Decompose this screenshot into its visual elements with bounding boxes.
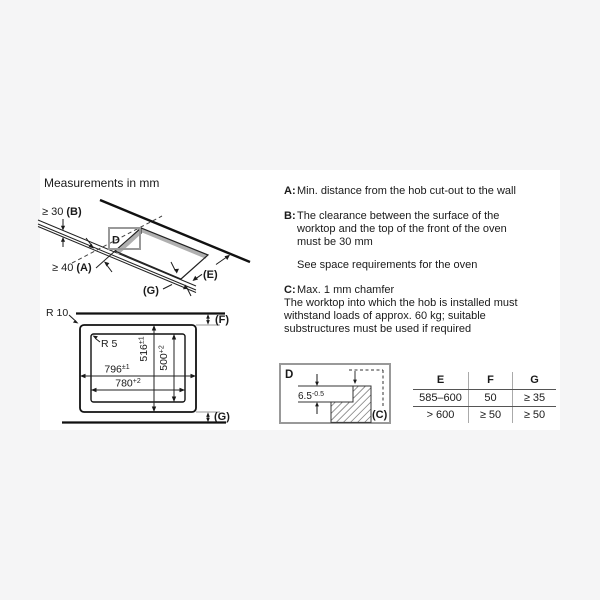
- dim-g: [196, 411, 230, 423]
- svg-text:500+2: $500^{+2}$: [158, 345, 170, 371]
- radius-outer-leader: [69, 315, 75, 321]
- note-see-oven: See space requirements for the oven: [297, 259, 478, 271]
- detail-d-label: D: [285, 369, 294, 381]
- iso-e-label: (E): [203, 269, 218, 281]
- dim-b-arrows: [61, 219, 65, 247]
- dim-a-label: ≥ 40 (A): [52, 262, 92, 274]
- note-a-key: A:: [284, 185, 296, 197]
- col-header-e: E: [436, 374, 445, 386]
- wall-line: [100, 200, 250, 262]
- dim-f: [196, 314, 229, 326]
- page-title: Measurements in mm: [44, 176, 160, 190]
- iso-g-label: (G): [143, 285, 159, 297]
- table-header-row: [413, 372, 556, 390]
- note-b-text: The clearance between the surface of the worktop and the top of the front of the oven must be 30 mm: [297, 210, 507, 248]
- radius-outer-arrowhead: [73, 320, 79, 324]
- table-row: > 600 ≥ 50 ≥ 50: [413, 407, 556, 423]
- dim-inner-height: [158, 334, 176, 402]
- depth-dim-label: $6.5^{-0.5}$: [298, 391, 324, 402]
- plan-g-label: (G): [214, 411, 230, 423]
- dim-b-label: ≥ 30 (B): [42, 206, 82, 218]
- isometric-installation-diagram: [36, 192, 266, 314]
- note-b-key: B:: [284, 210, 296, 222]
- detail-d-cross-section: [277, 361, 395, 427]
- cutout-edge-extension: [96, 251, 115, 268]
- iso-g-arrows: [163, 262, 191, 296]
- cutout-plan-diagram: [40, 300, 240, 432]
- note-c: C:Max. 1 mm chamfer The worktop into which the hob is installed must withstand loads of approx. 60 kg; suitable substructures must be used if required: [284, 284, 518, 335]
- cutout-depth-band: [117, 230, 207, 257]
- note-c-text: Max. 1 mm chamfer: [297, 284, 395, 296]
- radius-inner-arrowhead: [93, 336, 98, 340]
- col-header-f: F: [468, 372, 512, 389]
- note-b: [284, 210, 562, 249]
- dim-outer-height: [138, 325, 156, 412]
- svg-text:780+2: $780^{+2}$: [115, 377, 141, 390]
- notes-legend: [284, 185, 562, 336]
- plan-radius-inner-label: R 5: [101, 338, 118, 350]
- detail-c-label: (C): [372, 409, 388, 421]
- note-a: [284, 185, 562, 198]
- efg-dimension-table: [413, 372, 556, 423]
- svg-text:796±1: $796^{\pm 1}$: [104, 363, 130, 376]
- col-header-g: G: [512, 372, 556, 389]
- svg-text:516±1: $516^{\pm 1}$: [138, 336, 150, 362]
- note-a-text: Min. distance from the hob cut-out to the wall: [297, 185, 516, 197]
- dim-inner-width: [91, 378, 185, 393]
- radius-inner-leader: [96, 339, 101, 343]
- table-row: 585–600 50 ≥ 35: [413, 390, 556, 407]
- plan-f-label: (F): [215, 314, 230, 326]
- plan-radius-outer-label: R 10: [46, 307, 69, 319]
- detail-d-marker: D: [112, 234, 120, 247]
- note-c-key: C:: [284, 284, 296, 296]
- dim-outer-width: [80, 364, 196, 379]
